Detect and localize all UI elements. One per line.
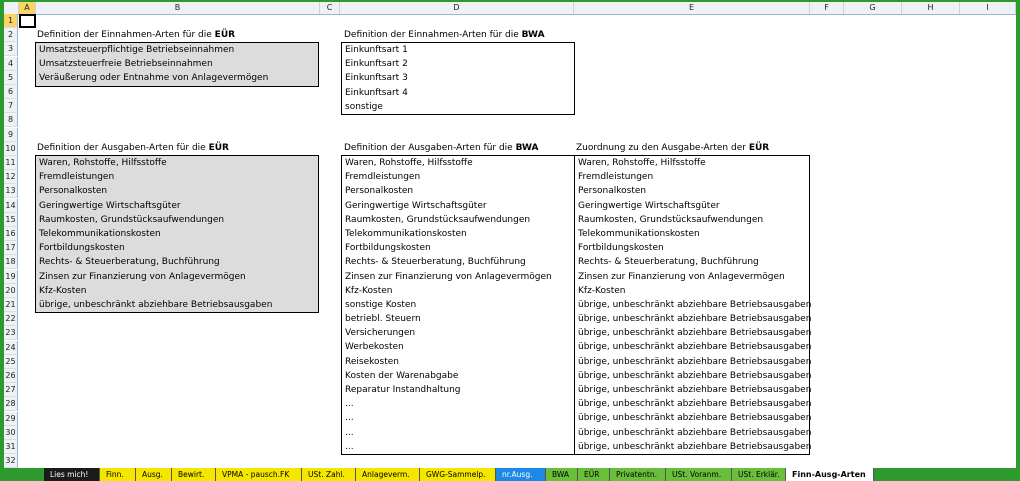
spreadsheet-grid[interactable]	[4, 2, 1016, 468]
sheet-tab[interactable]: GWG-Sammelp.	[420, 468, 496, 481]
list-item[interactable]: Kfz-Kosten	[578, 285, 626, 296]
row-header-16[interactable]: 16	[4, 227, 18, 241]
list-item[interactable]: Rechts- & Steuerberatung, Buchführung	[578, 257, 759, 268]
row-header-7[interactable]: 7	[4, 99, 18, 113]
list-item[interactable]: übrige, unbeschränkt abziehbare Betriebsausgaben	[578, 399, 812, 410]
list-item[interactable]: Reisekosten	[345, 356, 399, 367]
list-item[interactable]: Zinsen zur Finanzierung von Anlagevermögen	[578, 271, 785, 282]
column-header-g[interactable]: G	[844, 2, 902, 14]
list-item[interactable]: übrige, unbeschränkt abziehbare Betriebsausgaben	[578, 370, 812, 381]
list-item[interactable]: übrige, unbeschränkt abziehbare Betriebsausgaben	[39, 299, 273, 310]
column-header-d[interactable]: D	[340, 2, 574, 14]
list-item[interactable]: Kfz-Kosten	[39, 285, 87, 296]
row-header-11[interactable]: 11	[4, 156, 18, 170]
row-header-19[interactable]: 19	[4, 270, 18, 284]
row-header-10[interactable]: 10	[4, 142, 18, 156]
row-header-27[interactable]: 27	[4, 383, 18, 397]
list-item[interactable]: übrige, unbeschränkt abziehbare Betriebsausgaben	[578, 385, 812, 395]
list-item[interactable]: Waren, Rohstoffe, Hilfsstoffe	[578, 158, 706, 168]
header-ausgaben-eur: Definition der Ausgaben-Arten für die EÜR	[37, 143, 229, 153]
sheet-tab[interactable]: Finn-Ausg-Arten	[786, 468, 874, 481]
column-header-h[interactable]: H	[902, 2, 960, 14]
row-header-31[interactable]: 31	[4, 440, 18, 454]
sheet-tab[interactable]: Lies mich!	[44, 468, 100, 481]
sheet-tab[interactable]: BWA	[546, 468, 578, 481]
list-item[interactable]: Fortbildungskosten	[578, 243, 664, 254]
row-header-29[interactable]: 29	[4, 412, 18, 426]
row-header-6[interactable]: 6	[4, 85, 18, 99]
list-item[interactable]: Personalkosten	[345, 186, 414, 197]
sheet-tab-bar	[0, 468, 1020, 481]
einnahmen-eur-table	[35, 42, 319, 87]
list-item[interactable]: Einkunftsart 1	[345, 45, 408, 55]
list-item[interactable]: übrige, unbeschränkt abziehbare Betriebsausgaben	[578, 427, 812, 438]
list-item[interactable]: Personalkosten	[39, 186, 108, 197]
list-item[interactable]: ...	[345, 399, 354, 410]
row-header-9[interactable]: 9	[4, 128, 18, 142]
list-item[interactable]: übrige, unbeschränkt abziehbare Betriebsausgaben	[578, 356, 812, 367]
row-header-2[interactable]: 2	[4, 28, 18, 42]
list-item[interactable]: Geringwertige Wirtschaftsgüter	[578, 200, 720, 211]
ausgaben-eur-table	[35, 155, 319, 313]
sheet-tab[interactable]: USt. Erklär.	[732, 468, 786, 481]
row-header-14[interactable]: 14	[4, 199, 18, 213]
list-item[interactable]: Geringwertige Wirtschaftsgüter	[39, 200, 181, 211]
list-item[interactable]: betriebl. Steuern	[345, 314, 421, 325]
row-header-18[interactable]: 18	[4, 255, 18, 269]
list-item[interactable]: Waren, Rohstoffe, Hilfsstoffe	[39, 158, 167, 168]
row-header-24[interactable]: 24	[4, 341, 18, 355]
list-item[interactable]: sonstige	[345, 101, 383, 112]
row-header-4[interactable]: 4	[4, 57, 18, 71]
header-einnahmen-eur: Definition der Einnahmen-Arten für die EÜR	[37, 30, 236, 40]
list-item[interactable]: Einkunftsart 4	[345, 87, 408, 98]
sheet-tab[interactable]: Privatentn.	[610, 468, 666, 481]
list-item[interactable]: übrige, unbeschränkt abziehbare Betriebsausgaben	[578, 299, 812, 310]
list-item[interactable]: Fremdleistungen	[345, 172, 421, 183]
column-header-a[interactable]: A	[19, 2, 36, 14]
column-header-b[interactable]: B	[36, 2, 320, 14]
sheet-tab[interactable]: Ausg.	[136, 468, 172, 481]
list-item[interactable]: Raumkosten, Grundstücksaufwendungen	[345, 214, 531, 225]
row-header-20[interactable]: 20	[4, 284, 18, 298]
row-header-5[interactable]: 5	[4, 71, 18, 85]
sheet-tab[interactable]: VPMA - pausch.FK	[216, 468, 302, 481]
list-item[interactable]: Fremdleistungen	[39, 172, 115, 183]
list-item[interactable]: übrige, unbeschränkt abziehbare Betriebsausgaben	[578, 413, 812, 424]
list-item[interactable]: Zinsen zur Finanzierung von Anlagevermögen	[39, 271, 246, 282]
sheet-tab[interactable]: EÜR	[578, 468, 610, 481]
sheet-tab[interactable]: Finn.	[100, 468, 136, 481]
list-item[interactable]: Umsatzsteuerpflichtige Betriebseinnahmen	[39, 45, 235, 55]
row-header-23[interactable]: 23	[4, 326, 18, 340]
sheet-tab[interactable]: nr.Ausg.	[496, 468, 546, 481]
row-header-3[interactable]: 3	[4, 42, 18, 56]
list-item[interactable]: Raumkosten, Grundstücksaufwendungen	[39, 214, 225, 225]
row-header-32[interactable]: 32	[4, 454, 18, 468]
row-header-28[interactable]: 28	[4, 397, 18, 411]
column-header-i[interactable]: I	[960, 2, 1016, 14]
row-header-21[interactable]: 21	[4, 298, 18, 312]
list-item[interactable]: Umsatzsteuerfreie Betriebseinnahmen	[39, 59, 213, 70]
column-header-f[interactable]: F	[810, 2, 844, 14]
list-item[interactable]: Kfz-Kosten	[345, 285, 393, 296]
list-item[interactable]: Fremdleistungen	[578, 172, 654, 183]
list-item[interactable]: Rechts- & Steuerberatung, Buchführung	[345, 257, 526, 268]
list-item[interactable]: ...	[345, 427, 354, 438]
list-item[interactable]: Telekommunikationskosten	[39, 228, 161, 239]
list-item[interactable]: ...	[345, 441, 354, 452]
list-item[interactable]: Kosten der Warenabgabe	[345, 370, 459, 381]
row-header-15[interactable]: 15	[4, 213, 18, 227]
row-header-30[interactable]: 30	[4, 426, 18, 440]
list-item[interactable]: übrige, unbeschränkt abziehbare Betriebsausgaben	[578, 314, 812, 325]
zuordnung-table	[574, 155, 810, 455]
column-header-c[interactable]: C	[320, 2, 340, 14]
list-item[interactable]: Fortbildungskosten	[345, 243, 431, 254]
list-item[interactable]: Werbekosten	[345, 342, 404, 353]
list-item[interactable]: ...	[345, 413, 354, 424]
active-cell-a1[interactable]	[19, 14, 36, 28]
list-item[interactable]: Einkunftsart 3	[345, 73, 408, 84]
sheet-tab[interactable]: USt. Voranm.	[666, 468, 732, 481]
sheet-tab[interactable]: Bewirt.	[172, 468, 216, 481]
list-item[interactable]: Zinsen zur Finanzierung von Anlagevermögen	[345, 271, 552, 282]
header-zuordnung: Zuordnung zu den Ausgabe-Arten der EÜR	[576, 143, 770, 153]
row-header-17[interactable]: 17	[4, 241, 18, 255]
row-header-12[interactable]: 12	[4, 170, 18, 184]
row-header-13[interactable]: 13	[4, 184, 18, 198]
row-header-8[interactable]: 8	[4, 113, 18, 127]
row-header-22[interactable]: 22	[4, 312, 18, 326]
list-item[interactable]: Geringwertige Wirtschaftsgüter	[345, 200, 487, 211]
list-item[interactable]: Fortbildungskosten	[39, 243, 125, 254]
list-item[interactable]: Telekommunikationskosten	[345, 228, 467, 239]
list-item[interactable]: Personalkosten	[578, 186, 647, 197]
row-header-1[interactable]: 1	[4, 14, 18, 28]
list-item[interactable]: Raumkosten, Grundstücksaufwendungen	[578, 214, 764, 225]
list-item[interactable]: übrige, unbeschränkt abziehbare Betriebsausgaben	[578, 441, 812, 452]
sheet-tab[interactable]: USt. Zahl.	[302, 468, 356, 481]
select-all-corner[interactable]	[4, 2, 19, 14]
list-item[interactable]: Veräußerung oder Entnahme von Anlagevermögen	[39, 73, 269, 84]
list-item[interactable]: Telekommunikationskosten	[578, 228, 700, 239]
row-header-25[interactable]: 25	[4, 355, 18, 369]
row-header-26[interactable]: 26	[4, 369, 18, 383]
header-ausgaben-bwa: Definition der Ausgaben-Arten für die BWA	[344, 143, 539, 153]
list-item[interactable]: Rechts- & Steuerberatung, Buchführung	[39, 257, 220, 268]
sheet-tab[interactable]: Anlageverm.	[356, 468, 420, 481]
list-item[interactable]: Reparatur Instandhaltung	[345, 385, 461, 395]
list-item[interactable]: übrige, unbeschränkt abziehbare Betriebsausgaben	[578, 328, 812, 339]
einnahmen-bwa-table	[341, 42, 575, 115]
list-item[interactable]: Einkunftsart 2	[345, 59, 408, 70]
list-item[interactable]: Versicherungen	[345, 328, 416, 339]
list-item[interactable]: sonstige Kosten	[345, 299, 417, 310]
ausgaben-bwa-table	[341, 155, 575, 455]
column-header-e[interactable]: E	[574, 2, 810, 14]
header-einnahmen-bwa: Definition der Einnahmen-Arten für die BWA	[344, 30, 545, 40]
list-item[interactable]: Waren, Rohstoffe, Hilfsstoffe	[345, 158, 473, 168]
list-item[interactable]: übrige, unbeschränkt abziehbare Betriebsausgaben	[578, 342, 812, 353]
